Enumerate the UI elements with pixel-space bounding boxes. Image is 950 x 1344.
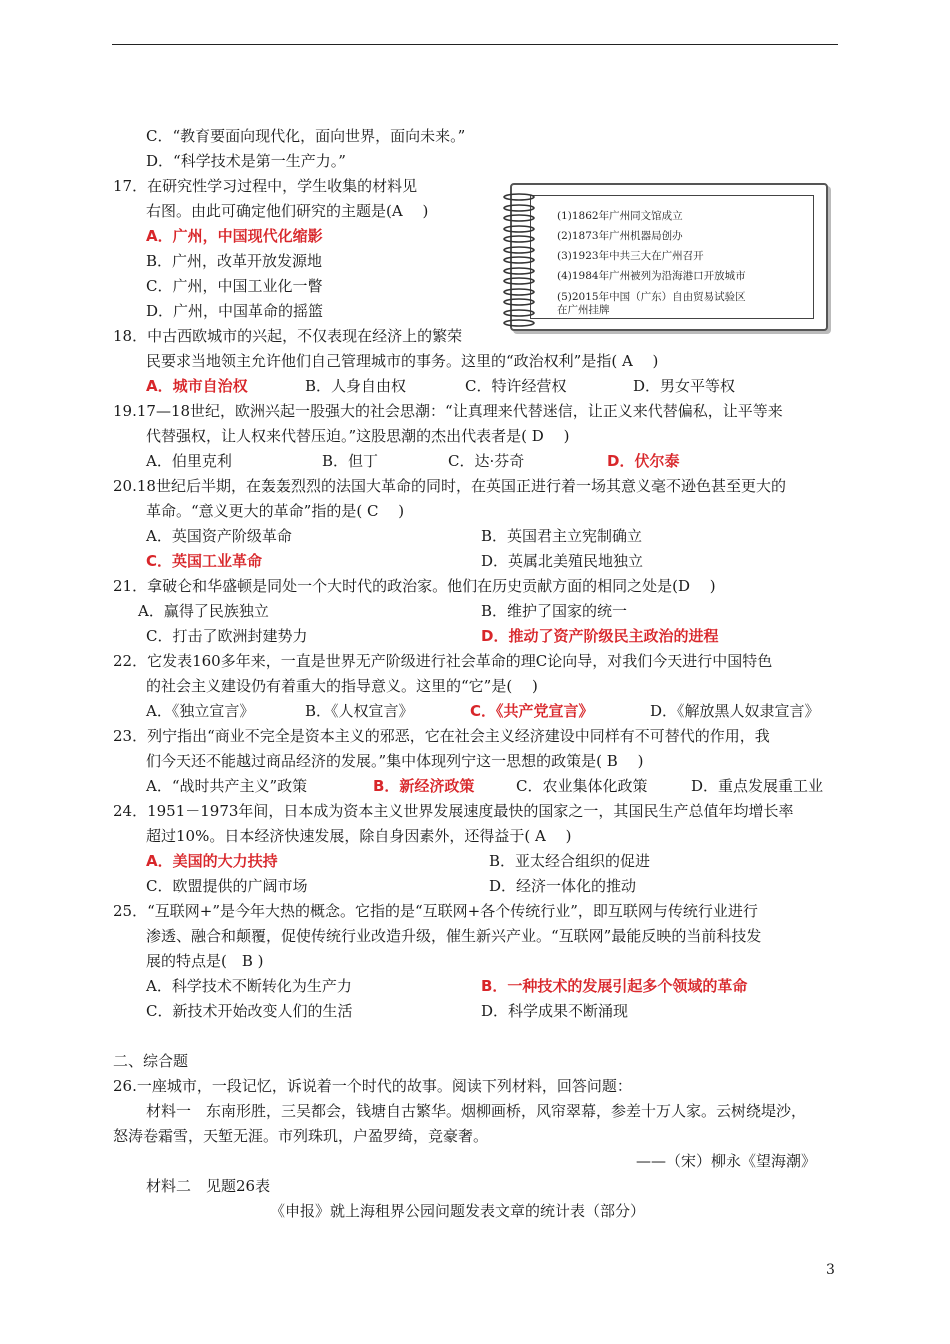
text-line: 17．在研究性学习过程中，学生收集的材料见 xyxy=(113,177,418,195)
answer-text: A．美国的大力扶持 xyxy=(146,852,278,870)
text-line: B．亚太经合组织的促进 xyxy=(489,852,651,870)
text-line: B．人身自由权 xyxy=(305,377,407,395)
text-line: 们今天还不能越过商品经济的发展。”集中体现列宁这一思想的政策是( B ) xyxy=(146,752,644,770)
spiral-ring-icon xyxy=(502,267,536,275)
text-line: 展的特点是( B ) xyxy=(146,952,264,970)
text-line: D．“科学技术是第一生产力。” xyxy=(146,152,346,170)
spiral-ring-icon xyxy=(502,256,536,264)
note-item-5-cont: 在广州挂牌 xyxy=(557,304,610,316)
text-line: A．科学技术不断转化为生产力 xyxy=(146,977,352,995)
text-line: C．欧盟提供的广阔市场 xyxy=(146,877,308,895)
answer-text: A．广州，中国现代化缩影 xyxy=(146,227,323,245)
text-line: C．打击了欧洲封建势力 xyxy=(146,627,308,645)
spiral-ring-icon xyxy=(502,214,536,222)
text-line: 18．中古西欧城市的兴起，不仅表现在经济上的繁荣 xyxy=(113,327,463,345)
answer-text: D．伏尔泰 xyxy=(607,452,680,470)
note-item-1: (1)1862年广州同文馆成立 xyxy=(557,210,683,222)
text-line: 《申报》就上海租界公园问题发表文章的统计表（部分） xyxy=(270,1202,646,1220)
answer-text: C．英国工业革命 xyxy=(146,552,263,570)
text-line: 25．“互联网+”是今年大热的概念。它指的是“互联网+各个传统行业”，即互联网与传统行业进行 xyxy=(113,902,758,920)
text-line: B．《人权宣言》 xyxy=(305,702,414,720)
note-item-2: (2)1873年广州机器局创办 xyxy=(557,230,683,242)
text-line: C．新技术开始改变人们的生活 xyxy=(146,1002,353,1020)
spiral-ring-icon xyxy=(502,246,536,254)
text-line: 材料一 东南形胜，三吴都会，钱塘自古繁华。烟柳画桥，风帘翠幕，参差十万人家。云树绕堤沙， xyxy=(146,1102,807,1120)
text-line: 右图。由此可确定他们研究的主题是(A ) xyxy=(146,202,429,220)
text-line: C．农业集体化政策 xyxy=(516,777,648,795)
note-item-3: (3)1923年中共三大在广州召开 xyxy=(557,250,704,262)
text-line: 21．拿破仑和华盛顿是同处一个大时代的政治家。他们在历史贡献方面的相同之处是(D ) xyxy=(113,577,716,595)
text-line: 24．1951－1973年间，日本成为资本主义世界发展速度最快的国家之一，其国民生产总值年均增长率 xyxy=(113,802,794,820)
answer-text: C．《共产党宣言》 xyxy=(470,702,594,720)
text-line: 22．它发表160多年来，一直是世界无产阶级进行社会革命的理C论向导，对我们今天进行中国特色 xyxy=(113,652,773,670)
text-line: D．经济一体化的推动 xyxy=(489,877,637,895)
text-line: D．广州，中国革命的摇篮 xyxy=(146,302,324,320)
notebook-figure xyxy=(510,183,828,331)
text-line: A．英国资产阶级革命 xyxy=(146,527,292,545)
text-line: B．但丁 xyxy=(322,452,379,470)
text-line: 20.18世纪后半期，在轰轰烈烈的法国大革命的同时，在英国正进行着一场其意义毫不逊色甚至更大的 xyxy=(113,477,786,495)
answer-text: B．新经济政策 xyxy=(373,777,475,795)
text-line: B．广州，改革开放发源地 xyxy=(146,252,323,270)
text-line: C．广州，中国工业化一瞥 xyxy=(146,277,323,295)
text-line: 材料二 见题26表 xyxy=(146,1177,271,1195)
text-line: 代替强权，让人权来代替压迫。”这股思潮的杰出代表者是( D ) xyxy=(146,427,570,445)
text-line: C．特许经营权 xyxy=(465,377,567,395)
text-line: 26.一座城市，一段记忆，诉说着一个时代的故事。阅读下列材料，回答问题： xyxy=(113,1077,632,1095)
note-item-5: (5)2015年中国（广东）自由贸易试验区 xyxy=(557,291,746,303)
answer-text: A．城市自治权 xyxy=(146,377,248,395)
answer-text: B．一种技术的发展引起多个领域的革命 xyxy=(481,977,748,995)
text-line: 民要求当地领主允许他们自己管理城市的事务。这里的“政治权利”是指( A ) xyxy=(146,352,659,370)
spiral-ring-icon xyxy=(502,225,536,233)
text-line: 19.17—18世纪，欧洲兴起一股强大的社会思潮：“让真理来代替迷信，让正义来代替偏私，让平等来 xyxy=(113,402,783,420)
text-line: 23．列宁指出“商业不完全是资本主义的邪恶，它在社会主义经济建设中同样有不可替代的作用，我 xyxy=(113,727,770,745)
text-line: B．英国君主立宪制确立 xyxy=(481,527,643,545)
text-line: A．“战时共产主义”政策 xyxy=(146,777,308,795)
answer-text: D．推动了资产阶级民主政治的进程 xyxy=(481,627,719,645)
spiral-ring-icon xyxy=(502,298,536,306)
text-line: D．英属北美殖民地独立 xyxy=(481,552,644,570)
spiral-ring-icon xyxy=(502,309,536,317)
text-line: ——（宋）柳永《望海潮》 xyxy=(636,1152,817,1170)
text-line: A．赢得了民族独立 xyxy=(138,602,269,620)
header-rule xyxy=(112,44,838,45)
text-line: D．男女平等权 xyxy=(633,377,736,395)
page-number: 3 xyxy=(826,1262,835,1278)
spiral-ring-icon xyxy=(502,235,536,243)
note-item-4: (4)1984年广州被列为沿海港口开放城市 xyxy=(557,270,746,282)
spiral-ring-icon xyxy=(502,288,536,296)
text-line: B．维护了国家的统一 xyxy=(481,602,628,620)
text-line: A．《独立宣言》 xyxy=(146,702,255,720)
spiral-ring-icon xyxy=(502,193,536,201)
spiral-ring-icon xyxy=(502,277,536,285)
text-line: C．“教育要面向现代化，面向世界，面向未来。” xyxy=(146,127,466,145)
spiral-ring-icon xyxy=(502,319,536,327)
notebook-page xyxy=(530,195,814,319)
text-line: 渗透、融合和颠覆，促使传统行业改造升级，催生新兴产业。“互联网”最能反映的当前科技发 xyxy=(146,927,762,945)
text-line: A．伯里克利 xyxy=(146,452,232,470)
text-line: 超过10%。日本经济快速发展，除自身因素外，还得益于( A ) xyxy=(146,827,572,845)
text-line: C．达·芬奇 xyxy=(448,452,525,470)
spiral-ring-icon xyxy=(502,204,536,212)
text-line: D．科学成果不断涌现 xyxy=(481,1002,629,1020)
text-line: 革命。“意义更大的革命”指的是( C ) xyxy=(146,502,405,520)
text-line: 怒涛卷霜雪，天堑无涯。市列珠玑，户盈罗绮，竞豪奢。 xyxy=(113,1127,489,1145)
text-line: 的社会主义建设仍有着重大的指导意义。这里的“它”是( ) xyxy=(146,677,538,695)
text-line: 二、综合题 xyxy=(113,1052,189,1070)
text-line: D．重点发展重工业 xyxy=(691,777,824,795)
text-line: D．《解放黑人奴隶宣言》 xyxy=(650,702,820,720)
